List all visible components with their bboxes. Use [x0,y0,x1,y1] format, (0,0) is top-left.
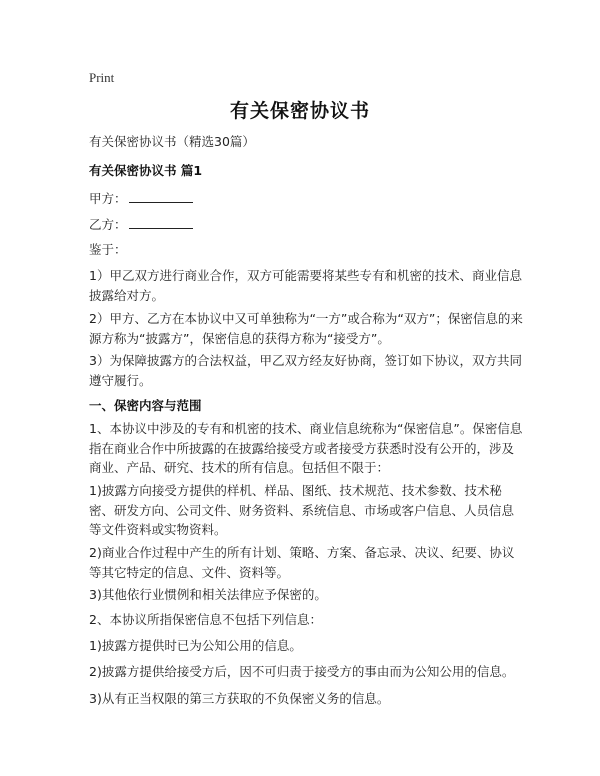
document-subtitle: 有关保密协议书（精选30篇） [89,134,255,149]
section-heading: 有关保密协议书 篇1 [89,163,203,178]
recital-2: 2）甲方、乙方在本协议中又可单独称为“一方”或合称为“双方”；保密信息的来源方称为“披露方”，保密信息的获得方称为“接受方”。 [89,311,523,346]
party-b-line [89,215,525,235]
chapter-1-heading: 一、保密内容与范围 [89,398,202,413]
clause-1: 1、本协议中涉及的专有和机密的技术、商业信息统称为“保密信息”。保密信息指在商业合作中所披露的在披露给接受方或者接受方获悉时没有公开的，涉及商业、产品、研究、技术的所有信息。包括但不限于： [89,421,523,475]
clause-2: 2、本协议所指保密信息不包括下列信息： [89,612,322,627]
recital-3: 3）为保障披露方的合法权益，甲乙双方经友好协商，签订如下协议，双方共同遵守履行。 [89,353,522,388]
party-a-label: 甲方： [89,191,127,206]
party-a-line [89,189,525,209]
party-a-blank [129,190,193,203]
clause-2-item-2: 2)披露方提供给接受方后，因不可归责于接受方的事由而为公知公用的信息。 [89,664,515,679]
clause-2-item-3: 3)从有正当权限的第三方获取的不负保密义务的信息。 [89,691,390,706]
clause-2-item-1: 1)披露方提供时已为公知公用的信息。 [89,638,302,653]
party-b-blank [129,216,193,229]
recital-1: 1）甲乙双方进行商业合作，双方可能需要将某些专有和机密的技术、商业信息披露给对方。 [89,268,522,303]
document-title: 有关保密协议书 [229,100,370,122]
clause-1-item-1: 1)披露方向接受方提供的样机、样品、图纸、技术规范、技术参数、技术秘密、研发方向、公司文件、财务资料、系统信息、市场或客户信息、人员信息等文件资料或实物资料。 [89,483,515,537]
whereas-label: 鉴于： [89,242,127,257]
clause-1-item-3: 3)其他依行业惯例和相关法律应予保密的。 [89,587,327,602]
clause-1-item-2: 2)商业合作过程中产生的所有计划、策略、方案、备忘录、决议、纪要、协议等其它特定的信息、文件、资料等。 [89,545,515,580]
party-b-label: 乙方： [89,217,127,232]
print-label[interactable]: Print [89,70,115,85]
